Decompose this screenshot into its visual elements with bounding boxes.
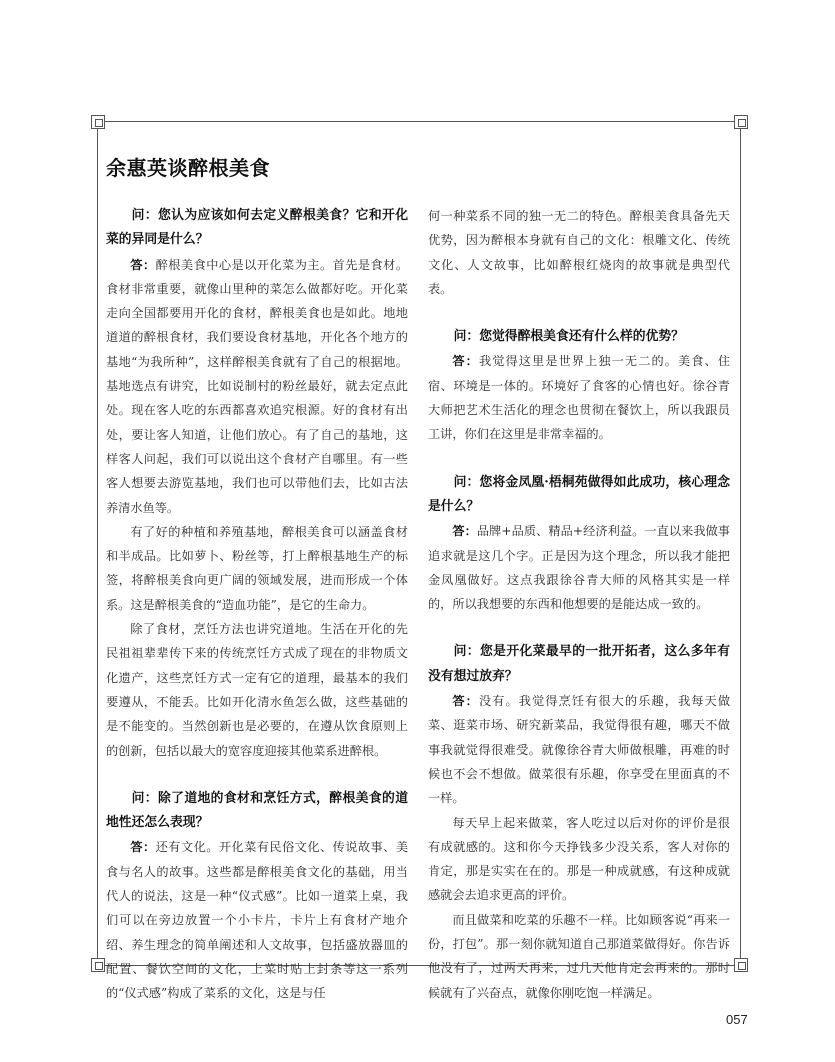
continued-paragraph: 何一种菜系不同的独一无二的特色。醉根美食具备先天优势，因为醉根本身就有自己的文化：根雕文化、传统文化、人文故事，比如醉根红烧肉的故事就是典型代表。	[428, 209, 730, 296]
question-heading: 问：您觉得醉根美食还有什么样的优势？	[453, 329, 684, 345]
answer-paragraph	[428, 349, 730, 446]
answer-label: 答：	[130, 840, 156, 855]
frame-corner-ornament-bottom-right	[734, 958, 748, 972]
question-heading: 问：除了道地的食材和烹饪方式，醉根美食的道地性还怎么表现？	[106, 790, 408, 831]
answer-paragraph	[106, 253, 408, 520]
answer-label: 答：	[452, 694, 479, 709]
answer-text: 还有文化。开化菜有民俗文化、传说故事、美食与名人的故事。这些都是醉根美食文化的基础，用当代人的说法，这是一种“仪式感”。比如一道菜上桌，我们可以在旁边放置一个小卡片，卡片上有食材产地介绍、养生理念的简单阐述和人文故事，包括盛放器皿的配置、餐饮空间的文化，上菜时贴上封条等这一系列的“仪式感”构成了菜系的文化，这是与任	[106, 840, 409, 1001]
left-text-column	[106, 204, 408, 1006]
answer-text: 品牌+品质、精品+经济利益。一直以来我做事追求就是这几个字。正是因为这个理念，所以我才能把金凤凰做好。这点我跟徐谷青大师的风格其实是一样的，所以我想要的东西和他想要的是能达成一致的。	[428, 524, 730, 612]
answer-text: 没有。我觉得烹饪有很大的乐趣，我每天做菜、逛菜市场、研究新菜品，我觉得很有趣，哪天不做事我就觉得很难受。就像徐谷青大师做根雕，再难的时候也不会不想做。做菜很有乐趣，你享受在里面真的不一样。	[428, 694, 731, 806]
frame-corner-ornament-top-right	[734, 115, 748, 129]
frame-corner-ornament-top-left	[91, 115, 105, 129]
answer-text: 我觉得这里是世界上独一无二的。美食、住宿、环境是一体的。环境好了食客的心情也好。徐谷青大师把艺术生活化的理念也贯彻在餐饮上，所以我跟员工讲，你们在这里是非常幸福的。	[428, 354, 731, 442]
answer-paragraph	[428, 519, 730, 616]
frame-corner-ornament-bottom-left	[91, 958, 105, 972]
question-heading: 问：您将金凤凰·梧桐苑做得如此成功，核心理念是什么？	[428, 474, 730, 514]
body-paragraph: 有了好的种植和养殖基地，醉根美食可以涵盖食材和半成品。比如萝卜、粉丝等，打上醉根基地生产的标签，将醉根美食向更广阔的领域发展，进而形成一个体系。这是醉根美食的“造血功能”，是它的生命力。	[106, 524, 408, 612]
answer-text: 醉根美食中心是以开化菜为主。首先是食材。食材非常重要，就像山里种的菜怎么做都好吃。开化菜走向全国都要用开化的食材，醉根美食也是如此。地地道道的醉根食材，我们要设食材基地，开化各个地方的基地“为我所种”，这样醉根美食就有了自己的根据地。基地选点有讲究，比如说制村的粉丝最好，就去定点此处。现在客人吃的东西都喜欢追究根源。好的食材有出处，要让客人知道，让他们放心。有了自己的基地，这样客人问起，我们可以说出这个食材产自哪里。有一些客人想要去游览基地，我们也可以带他们去，比如古法养清水鱼等。	[106, 257, 409, 515]
answer-paragraph	[428, 689, 730, 810]
answer-label: 答：	[452, 354, 479, 369]
body-paragraph: 除了食材，烹饪方法也讲究道地。生活在开化的先民祖祖辈辈传下来的传统烹饪方式成了现在的非物质文化遗产，这些烹饪方式一定有它的道理，最基本的我们要遵从，不能丢。比如开化清水鱼怎么做，这些基础的是不能变的。当然创新也是必要的，在遵从饮食原则上的创新，包括以最大的宽容度迎接其他菜系进醉根。	[106, 622, 408, 758]
body-paragraph: 每天早上起来做菜，客人吃过以后对你的评价是很有成就感的。这和你今天挣钱多少没关系，客人对你的肯定，那是实实在在的。那是一种成就感，有这种成就感就会去追求更高的评价。	[428, 815, 730, 903]
answer-paragraph	[106, 835, 408, 1005]
right-text-column	[428, 204, 730, 1005]
frame-right-border	[740, 128, 741, 958]
frame-top-border	[104, 121, 734, 122]
question-heading: 问：您认为应该如何去定义醉根美食？它和开化菜的异同是什么？	[106, 208, 408, 248]
page-number: 057	[726, 1012, 748, 1027]
question-heading: 问：您是开化菜最早的一批开拓者，这么多年有没有想过放弃？	[428, 644, 730, 684]
answer-label: 答：	[452, 524, 477, 539]
answer-label: 答：	[130, 257, 156, 272]
frame-left-border	[97, 128, 98, 958]
body-paragraph: 而且做菜和吃菜的乐趣不一样。比如顾客说“再来一份，打包”。那一刻你就知道自己那道菜做得好。你告诉他没有了，过两天再来，过几天他肯定会再来的。那时候就有了兴奋点，就像你刚吃饱一样满足。	[428, 912, 730, 1000]
article-title: 余惠英谈醉根美食	[106, 156, 270, 180]
